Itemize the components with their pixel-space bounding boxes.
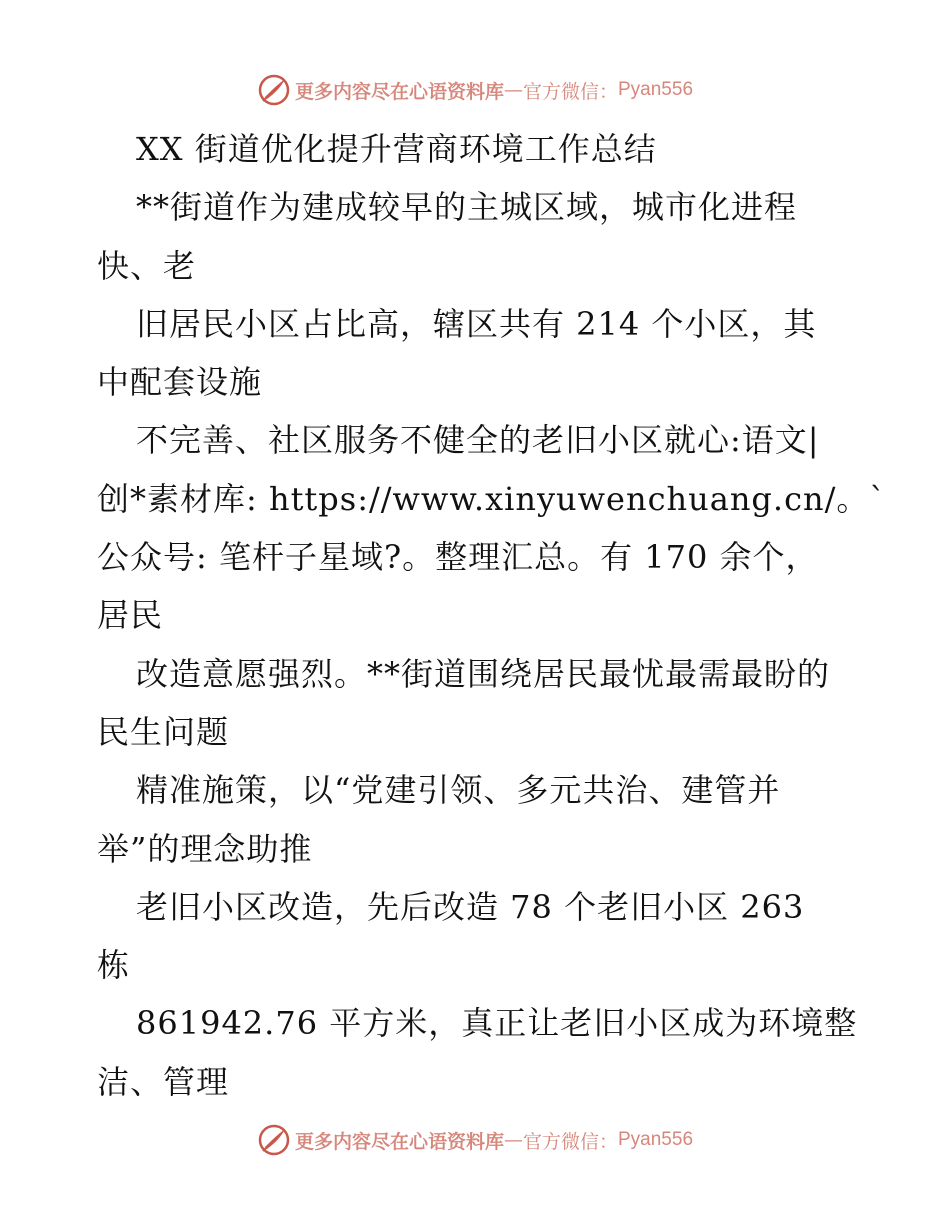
text-line: 快、老	[97, 246, 197, 285]
text-line: 举”的理念助推	[97, 829, 313, 868]
banner-wechat-label: 官方微信：	[522, 80, 618, 103]
document-body	[97, 120, 887, 1111]
text-line: 改造意愿强烈。**街道围绕居民最忧最需最盼的	[136, 654, 831, 693]
banner-wechat-id: Pyan556	[618, 1129, 694, 1150]
text-line: 旧居民小区占比高，辖区共有 214 个小区，其	[136, 304, 817, 343]
text-line: 不完善、社区服务不健全的老旧小区就心:语文|	[136, 421, 820, 460]
text-line: 洁、管理	[97, 1062, 230, 1101]
text-line: **街道作为建成较早的主城区域，城市化进程	[136, 188, 798, 227]
text-line: 861942.76 平方米，真正让老旧小区成为环境整	[136, 1004, 858, 1043]
quill-logo-icon	[257, 1123, 291, 1157]
banner-brand-text: 更多内容尽在心语资料库	[294, 1130, 504, 1153]
text-line: 精准施策，以“党建引领、多元共治、建管并	[136, 771, 781, 810]
banner-wechat-label: 官方微信：	[522, 1130, 618, 1153]
banner-separator: —	[503, 1129, 523, 1151]
text-line: 居民	[97, 596, 164, 635]
footer-banner	[0, 1120, 950, 1160]
text-line: 民生问题	[97, 712, 230, 751]
banner-separator: —	[503, 79, 523, 101]
text-line: 中配套设施	[97, 363, 263, 402]
quill-logo-icon	[257, 73, 291, 107]
banner-brand-text: 更多内容尽在心语资料库	[294, 80, 504, 103]
text-line: 公众号: 笔杆子星域?。整理汇总。有 170 余个，	[97, 538, 819, 577]
banner-wechat-id: Pyan556	[618, 79, 694, 100]
text-line: 创*素材库: https://www.xinyuwenchuang.cn/。`	[97, 479, 887, 518]
header-banner	[0, 70, 950, 110]
text-line: 老旧小区改造，先后改造 78 个老旧小区 263	[136, 887, 805, 926]
text-line: 栋	[97, 946, 131, 985]
document-title: XX 街道优化提升营商环境工作总结	[136, 130, 657, 168]
